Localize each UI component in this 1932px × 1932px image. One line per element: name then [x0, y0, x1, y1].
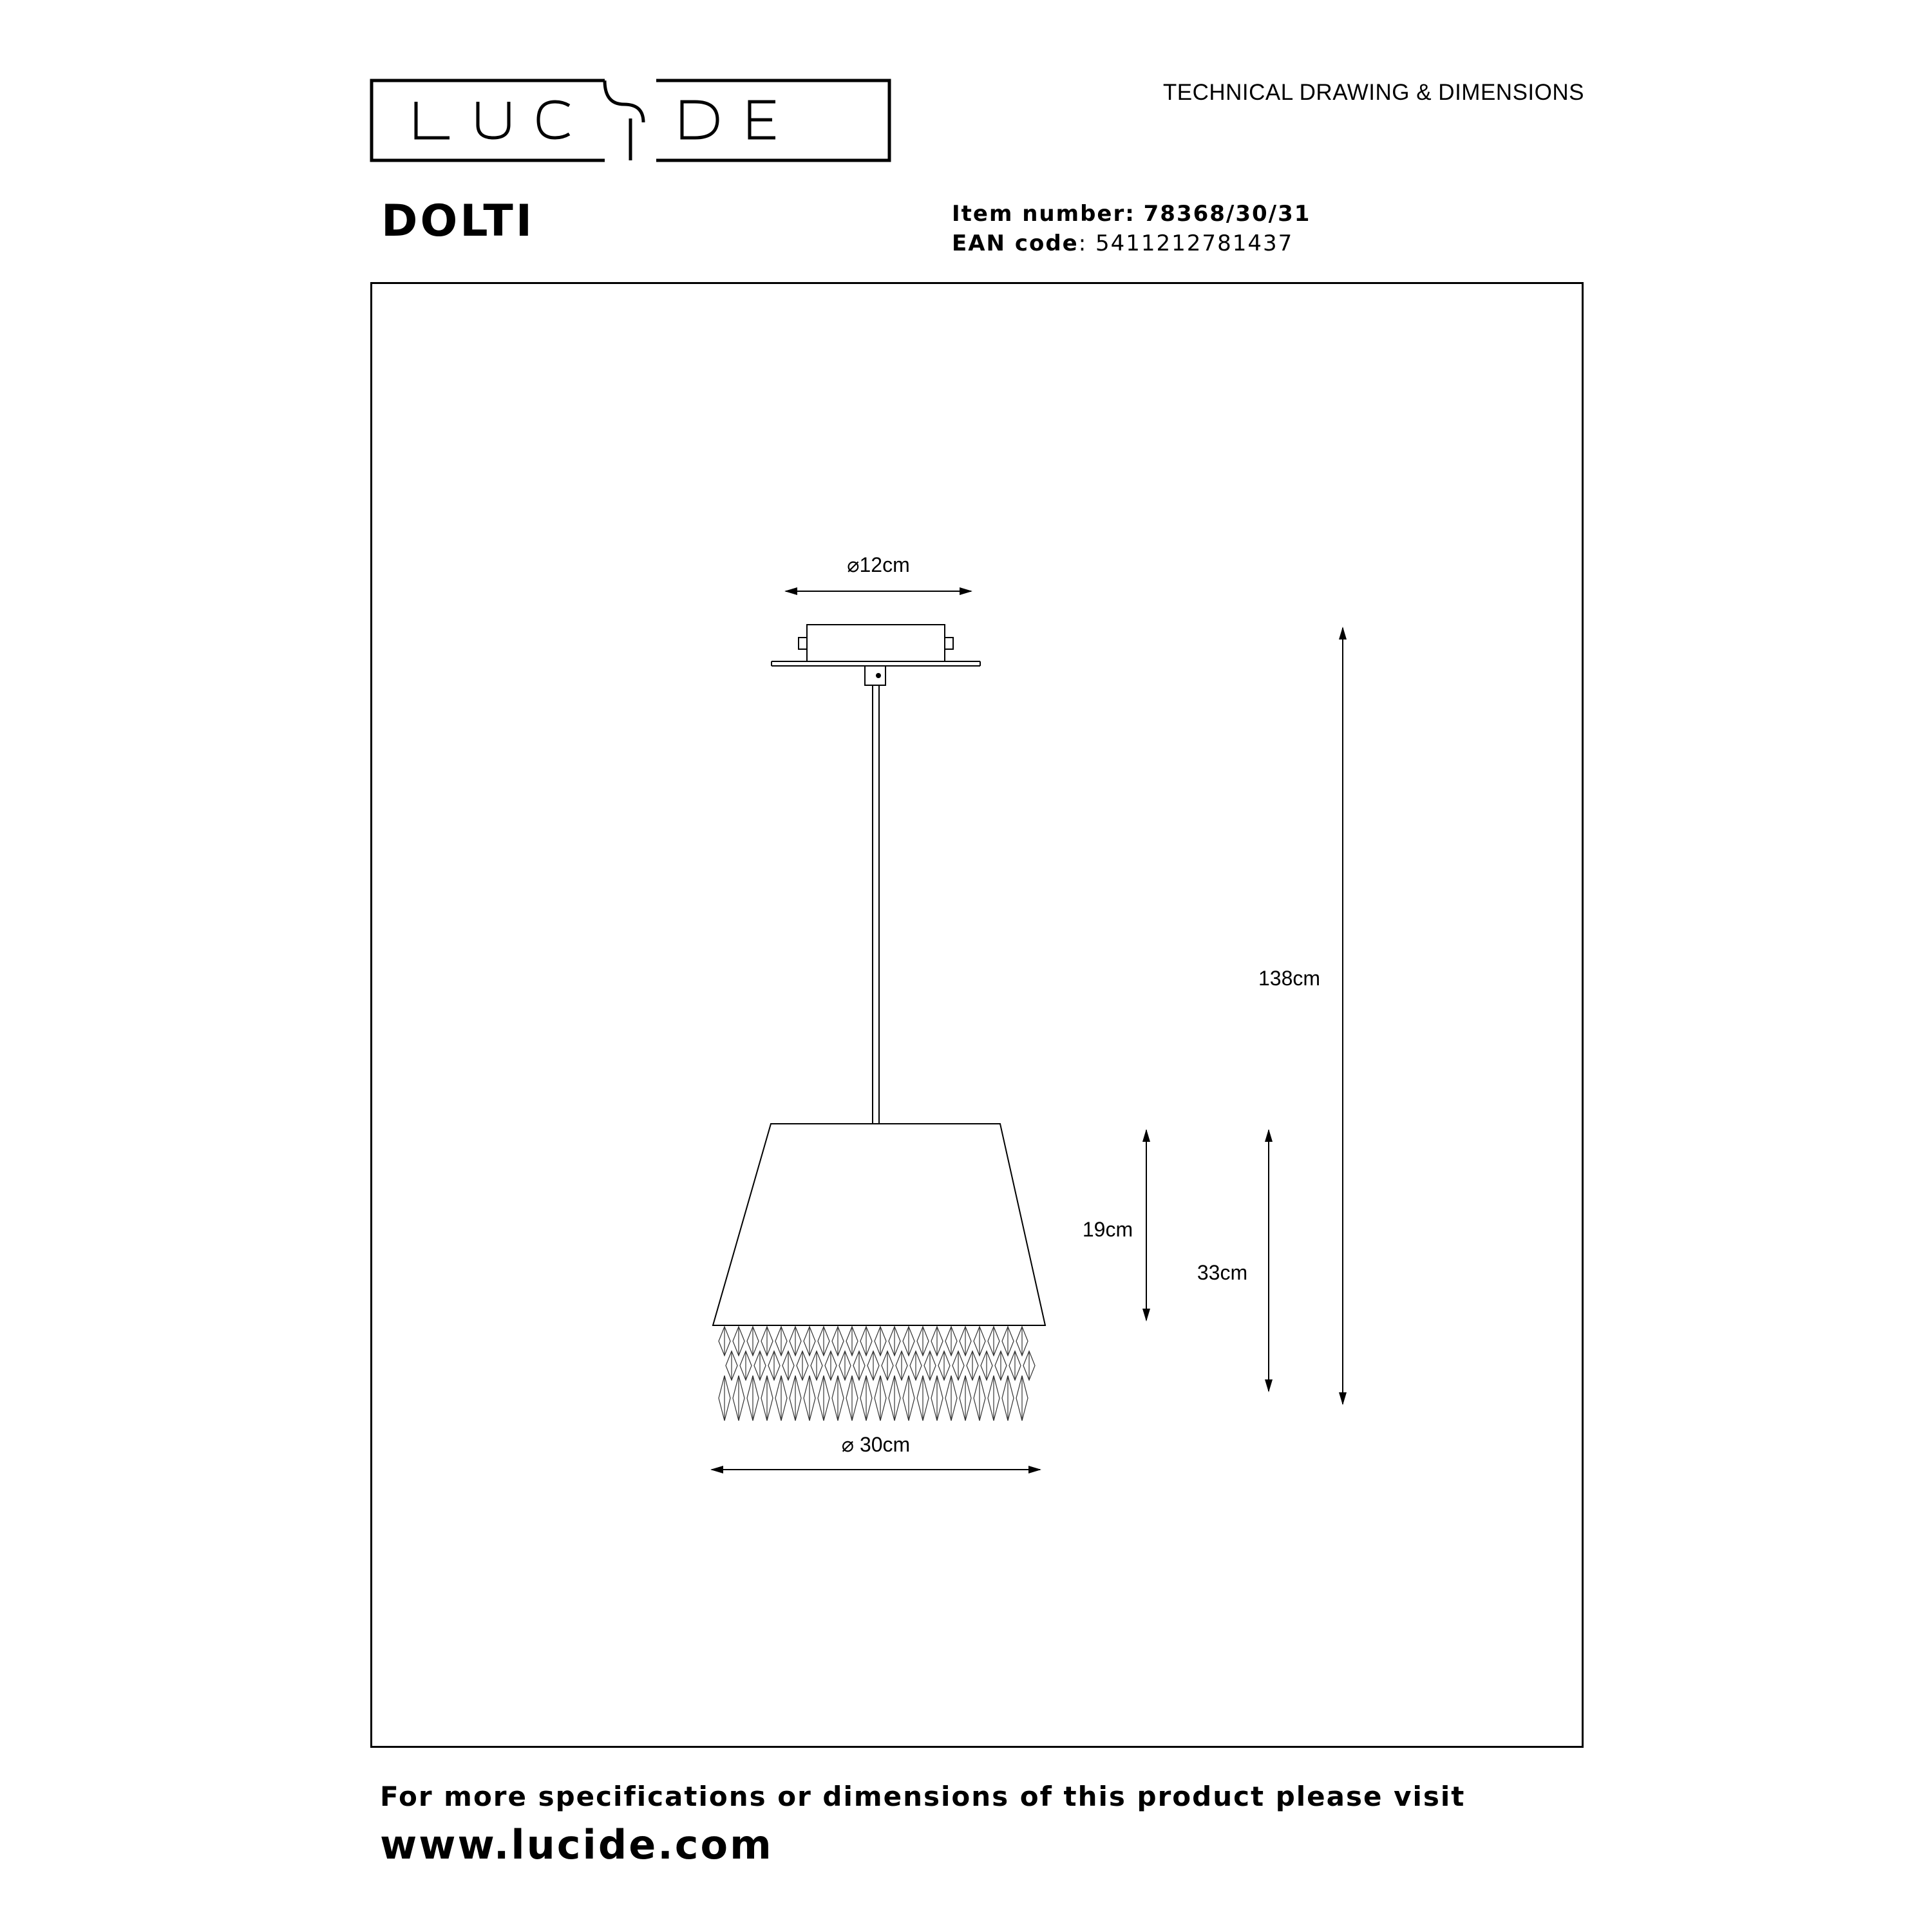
- item-number-value: 78368/30/31: [1143, 201, 1311, 227]
- suspension-cord: [873, 685, 879, 1124]
- footer-url[interactable]: www.lucide.com: [380, 1821, 773, 1868]
- product-name: DOLTI: [381, 196, 535, 247]
- dim-body-height: [1197, 1130, 1269, 1391]
- dim-shade-diameter: [712, 1433, 1040, 1470]
- total-height-label: 138cm: [1258, 967, 1321, 990]
- lamp-shade: [713, 1124, 1045, 1325]
- crystal-fringe: [719, 1327, 1035, 1421]
- dim-canopy-diameter: [786, 553, 971, 591]
- item-number-label: Item number:: [952, 201, 1135, 227]
- footer-note: For more specifications or dimensions of this product please visit: [380, 1781, 1466, 1812]
- canopy: [772, 625, 980, 685]
- body-height-label: 33cm: [1197, 1261, 1248, 1284]
- shade-height-label: 19cm: [1082, 1218, 1133, 1241]
- ean-value: : 5411212781437: [1078, 231, 1294, 256]
- shade-diameter-label: ⌀ 30cm: [841, 1433, 911, 1456]
- dim-total-height: [1258, 628, 1343, 1404]
- dim-shade-height: [1083, 1130, 1146, 1320]
- canopy-diameter-label: ⌀12cm: [847, 553, 910, 576]
- doc-type-label: TECHNICAL DRAWING & DIMENSIONS: [1162, 80, 1584, 105]
- ean-label: EAN code: [952, 231, 1079, 256]
